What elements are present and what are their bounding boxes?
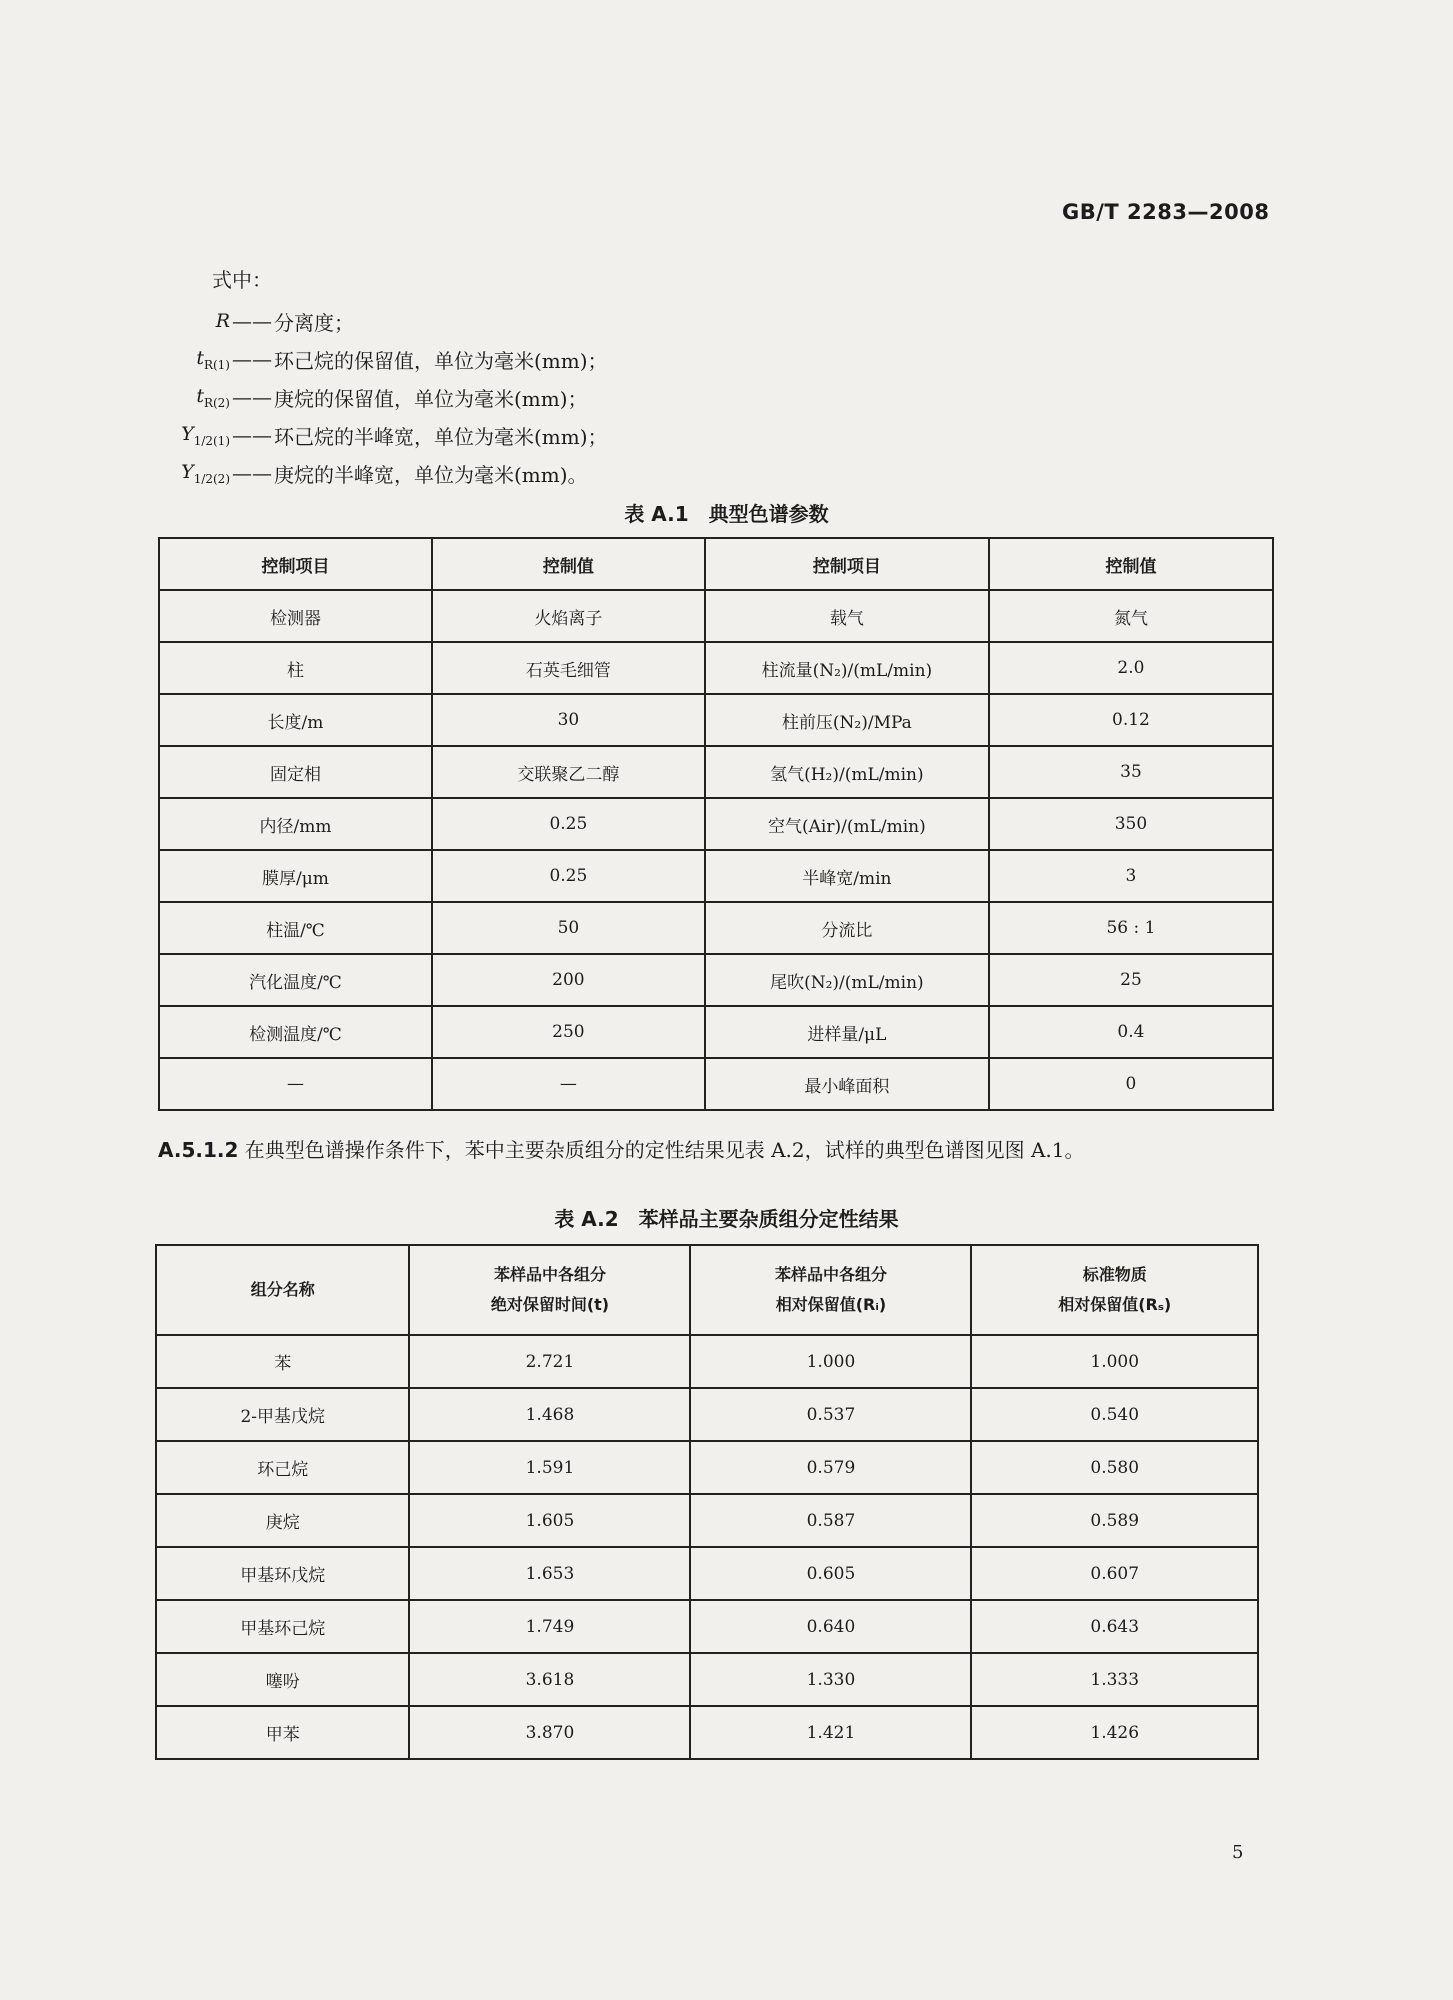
legend-item	[160, 340, 860, 378]
table-cell: 1.330	[690, 1653, 971, 1706]
table-cell: 0.643	[971, 1600, 1258, 1653]
legend-item	[160, 302, 860, 340]
table-cell: 空气(Air)/(mL/min)	[705, 798, 989, 850]
table-cell: 0.12	[989, 694, 1273, 746]
paragraph-a512	[158, 1132, 1268, 1168]
table-row	[156, 1600, 1258, 1653]
standard-number: GB/T 2283—2008	[1062, 200, 1270, 224]
table-a2	[155, 1244, 1259, 1760]
table-cell: 1.421	[690, 1706, 971, 1759]
table-row	[159, 798, 1273, 850]
table-cell: 氮气	[989, 590, 1273, 642]
table-header-cell	[971, 1245, 1258, 1335]
legend-symbol	[160, 385, 230, 410]
table-cell: —	[432, 1058, 705, 1110]
table-a1	[158, 537, 1274, 1111]
table-header-cell: 控制值	[432, 538, 705, 590]
formula-legend	[160, 302, 860, 492]
legend-symbol-letter: Y	[181, 460, 194, 483]
legend-dash: ——	[232, 309, 272, 333]
legend-symbol-letter: t	[196, 346, 204, 369]
table-header-cell	[690, 1245, 971, 1335]
table-cell: 火焰离子	[432, 590, 705, 642]
table-cell: 进样量/μL	[705, 1006, 989, 1058]
table-row	[159, 1006, 1273, 1058]
table-cell: 0.587	[690, 1494, 971, 1547]
table-cell: 检测器	[159, 590, 432, 642]
table-row	[159, 1058, 1273, 1110]
table-cell: 1.333	[971, 1653, 1258, 1706]
table-row	[159, 590, 1273, 642]
table-row	[156, 1653, 1258, 1706]
table-cell: 350	[989, 798, 1273, 850]
table-cell: 0.589	[971, 1494, 1258, 1547]
table-cell: 噻吩	[156, 1653, 409, 1706]
table-row	[159, 954, 1273, 1006]
table-cell: 3.870	[409, 1706, 690, 1759]
legend-dash: ——	[232, 385, 272, 409]
table-cell: —	[159, 1058, 432, 1110]
table-row	[156, 1388, 1258, 1441]
table-row	[159, 642, 1273, 694]
legend-item	[160, 378, 860, 416]
table-row	[159, 694, 1273, 746]
legend-item	[160, 416, 860, 454]
legend-symbol	[160, 347, 230, 372]
legend-item	[160, 454, 860, 492]
page-number: 5	[1232, 1842, 1244, 1863]
table-cell: 苯	[156, 1335, 409, 1388]
table-cell: 1.000	[690, 1335, 971, 1388]
table-cell: 2.0	[989, 642, 1273, 694]
table-cell: 1.426	[971, 1706, 1258, 1759]
table-cell: 1.605	[409, 1494, 690, 1547]
table-row	[159, 850, 1273, 902]
table-cell: 柱	[159, 642, 432, 694]
table-cell: 柱温/℃	[159, 902, 432, 954]
table-cell: 1.591	[409, 1441, 690, 1494]
legend-symbol-subscript: R(1)	[203, 357, 230, 372]
table-cell: 1.749	[409, 1600, 690, 1653]
legend-symbol-letter: t	[196, 384, 204, 407]
paragraph-number: A.5.1.2	[158, 1138, 239, 1162]
table-cell: 56 : 1	[989, 902, 1273, 954]
table-cell: 1.653	[409, 1547, 690, 1600]
table-cell: 30	[432, 694, 705, 746]
table-cell: 3	[989, 850, 1273, 902]
table-header-row	[159, 538, 1273, 590]
legend-symbol-subscript: R(2)	[203, 395, 230, 410]
table-cell: 0.580	[971, 1441, 1258, 1494]
legend-text: 庚烷的半峰宽，单位为毫米(mm)。	[274, 462, 588, 487]
table-row	[156, 1441, 1258, 1494]
table-row	[159, 902, 1273, 954]
table-header-cell	[409, 1245, 690, 1335]
table-cell: 3.618	[409, 1653, 690, 1706]
legend-dash: ——	[232, 461, 272, 485]
legend-symbol-letter: R	[215, 310, 230, 332]
legend-symbol	[160, 423, 230, 448]
legend-symbol	[160, 310, 230, 332]
table-cell: 0.640	[690, 1600, 971, 1653]
table-cell: 庚烷	[156, 1494, 409, 1547]
header-line: 标准物质	[1082, 1265, 1147, 1284]
table-cell: 柱前压(N₂)/MPa	[705, 694, 989, 746]
legend-text: 庚烷的保留值，单位为毫米(mm)；	[274, 386, 588, 411]
legend-symbol	[160, 461, 230, 486]
table-cell: 甲苯	[156, 1706, 409, 1759]
table-header-cell	[156, 1245, 409, 1335]
legend-symbol-subscript: 1/2(2)	[193, 471, 230, 486]
table-cell: 环己烷	[156, 1441, 409, 1494]
table-row	[159, 746, 1273, 798]
legend-text: 环己烷的半峰宽，单位为毫米(mm)；	[274, 424, 608, 449]
table-cell: 2-甲基戊烷	[156, 1388, 409, 1441]
header-line: 相对保留值(Rᵢ)	[775, 1295, 887, 1314]
legend-dash: ——	[232, 347, 272, 371]
table-cell: 50	[432, 902, 705, 954]
table-a2-caption: 表 A.2 苯样品主要杂质组分定性结果	[554, 1207, 899, 1231]
table-cell: 1.468	[409, 1388, 690, 1441]
table-cell: 甲基环戊烷	[156, 1547, 409, 1600]
legend-symbol-subscript: 1/2(1)	[193, 433, 230, 448]
table-cell: 汽化温度/℃	[159, 954, 432, 1006]
table-cell: 0.607	[971, 1547, 1258, 1600]
table-cell: 甲基环己烷	[156, 1600, 409, 1653]
table-cell: 0.4	[989, 1006, 1273, 1058]
table-row	[156, 1706, 1258, 1759]
table-header-row	[156, 1245, 1258, 1335]
header-line: 相对保留值(Rₛ)	[1058, 1295, 1172, 1314]
table-cell: 0.605	[690, 1547, 971, 1600]
table-cell: 200	[432, 954, 705, 1006]
header-line: 苯样品中各组分	[774, 1265, 887, 1284]
table-header-cell: 控制项目	[159, 538, 432, 590]
header-line: 绝对保留时间(t)	[490, 1295, 610, 1314]
table-cell: 长度/m	[159, 694, 432, 746]
legend-symbol-letter: Y	[181, 422, 194, 445]
table-header-cell: 控制项目	[705, 538, 989, 590]
table-cell: 半峰宽/min	[705, 850, 989, 902]
table-header-cell: 控制值	[989, 538, 1273, 590]
legend-text: 分离度；	[274, 310, 354, 335]
table-cell: 交联聚乙二醇	[432, 746, 705, 798]
table-cell: 25	[989, 954, 1273, 1006]
table-cell: 膜厚/μm	[159, 850, 432, 902]
table-a1-caption: 表 A.1 典型色谱参数	[624, 502, 829, 526]
table-row	[156, 1335, 1258, 1388]
legend-dash: ——	[232, 423, 272, 447]
paragraph-text: 在典型色谱操作条件下，苯中主要杂质组分的定性结果见表 A.2，试样的典型色谱图见图 A.1。	[244, 1138, 1085, 1162]
table-cell: 柱流量(N₂)/(mL/min)	[705, 642, 989, 694]
table-cell: 0.579	[690, 1441, 971, 1494]
table-cell: 0.537	[690, 1388, 971, 1441]
table-cell: 固定相	[159, 746, 432, 798]
table-cell: 1.000	[971, 1335, 1258, 1388]
table-cell: 250	[432, 1006, 705, 1058]
table-cell: 35	[989, 746, 1273, 798]
table-cell: 检测温度/℃	[159, 1006, 432, 1058]
legend-text: 环己烷的保留值，单位为毫米(mm)；	[274, 348, 608, 373]
table-cell: 0.25	[432, 798, 705, 850]
table-cell: 0.25	[432, 850, 705, 902]
table-cell: 分流比	[705, 902, 989, 954]
table-cell: 2.721	[409, 1335, 690, 1388]
header-line: 组分名称	[250, 1280, 315, 1299]
table-cell: 最小峰面积	[705, 1058, 989, 1110]
table-cell: 0.540	[971, 1388, 1258, 1441]
table-cell: 石英毛细管	[432, 642, 705, 694]
header-line: 苯样品中各组分	[493, 1265, 606, 1284]
table-row	[156, 1494, 1258, 1547]
table-cell: 内径/mm	[159, 798, 432, 850]
table-cell: 尾吹(N₂)/(mL/min)	[705, 954, 989, 1006]
formula-legend-lead: 式中：	[212, 268, 272, 292]
table-cell: 0	[989, 1058, 1273, 1110]
table-cell: 载气	[705, 590, 989, 642]
table-cell: 氢气(H₂)/(mL/min)	[705, 746, 989, 798]
table-row	[156, 1547, 1258, 1600]
